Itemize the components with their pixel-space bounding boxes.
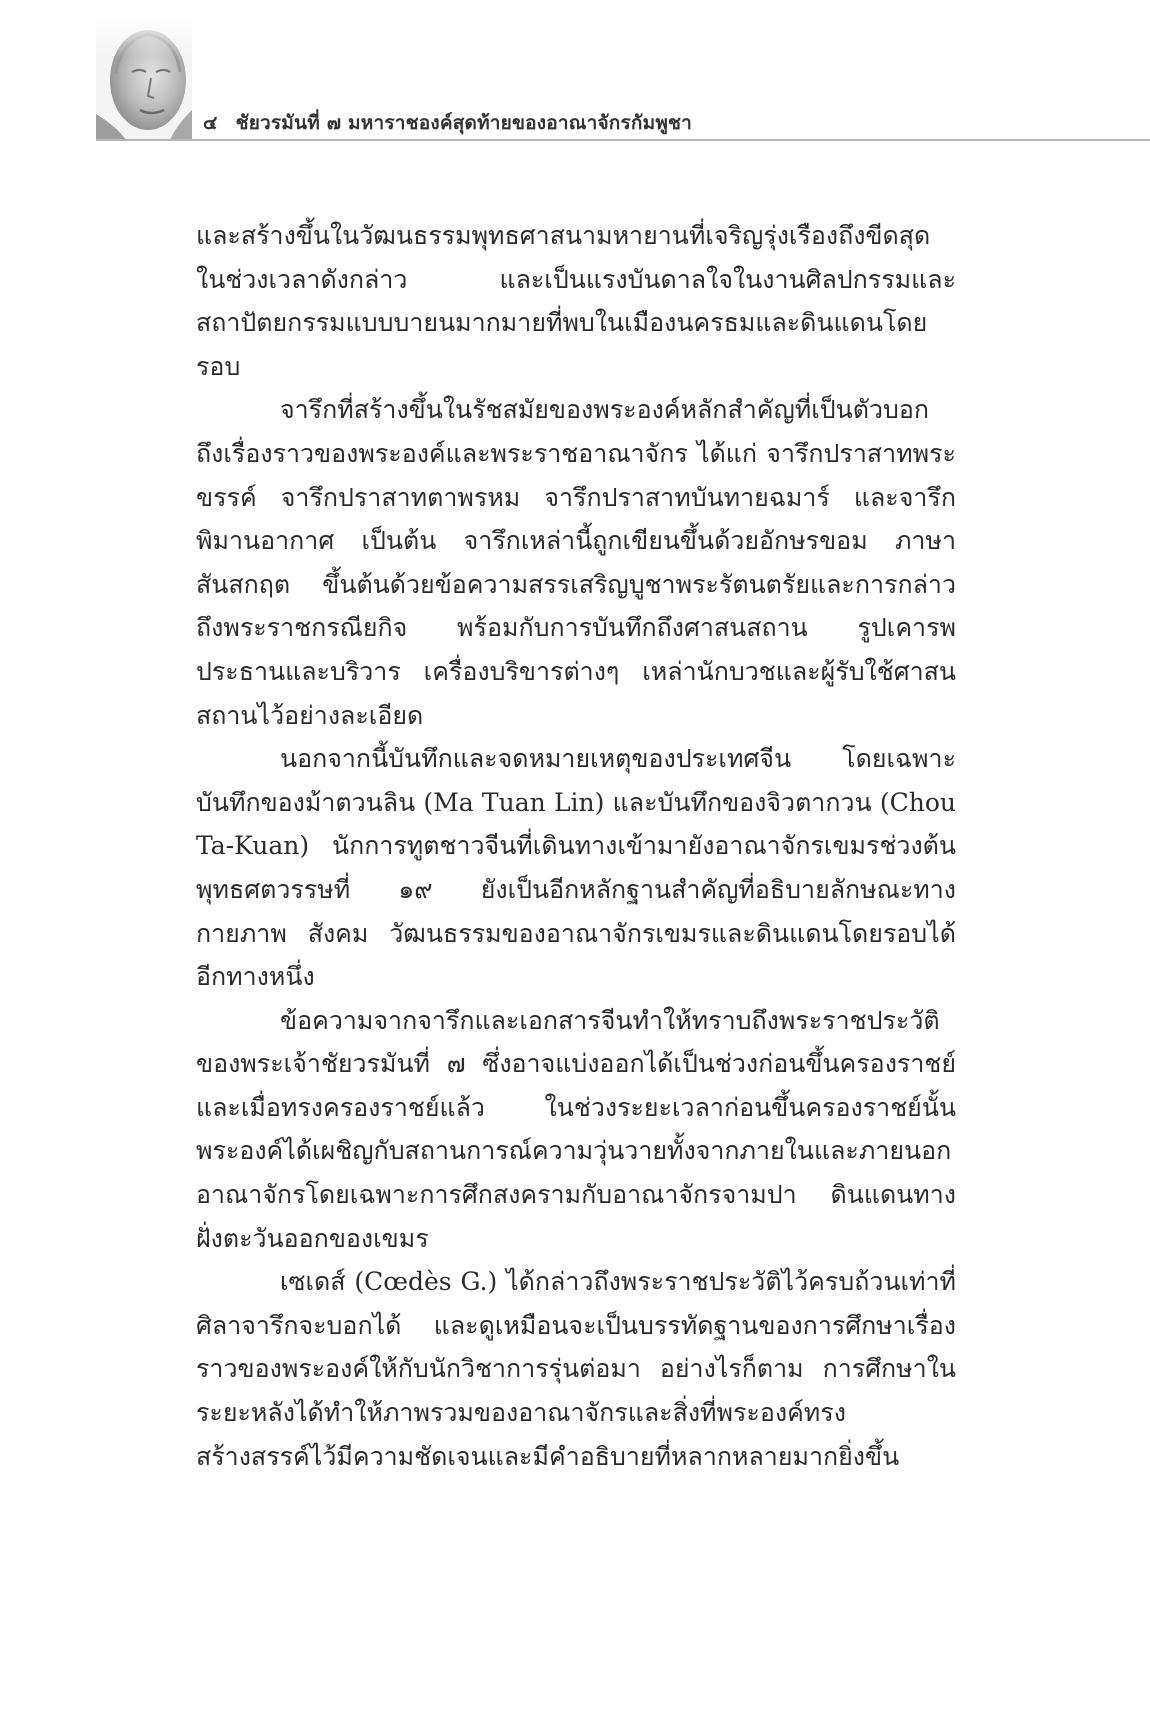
- paragraph: และสร้างขึ้นในวัฒนธรรมพุทธศาสนามหายานที่เจริญรุ่งเรืองถึงขีดสุดในช่วงเวลาดังกล่าว และเป็นแรงบันดาลใจในงานศิลปกรรมและสถาปัตยกรรมแบบบายนมากมายที่พบในเมืองนครธมและดินแดนโดยรอบ: [196, 221, 956, 381]
- body-text: [196, 214, 956, 1478]
- running-header: [203, 108, 692, 138]
- paragraph: ข้อความจากจารึกและเอกสารจีนทำให้ทราบถึงพระราชประวัติของพระเจ้าชัยวรมันที่ ๗ ซึ่งอาจแบ่งออกได้เป็นช่วงก่อนขึ้นครองราชย์และเมื่อทรงครองราชย์แล้ว ในช่วงระยะเวลาก่อนขึ้นครองราชย์นั้นพระองค์ได้เผชิญกับสถานการณ์ความวุ่นวายทั้งจากภายในและภายนอกอาณาจักรโดยเฉพาะการศึกสงครามกับอาณาจักรจามปา ดินแดนทางฝั่งตะวันออกของเขมร: [196, 1005, 956, 1253]
- jayavarman-vii-portrait-image: [96, 14, 192, 140]
- page-number: ๔: [203, 112, 218, 134]
- running-title: ชัยวรมันที่ ๗ มหาราชองค์สุดท้ายของอาณาจักรกัมพูชา: [235, 112, 693, 134]
- paragraph: เซเดส์ (Cœdès G.) ได้กล่าวถึงพระราชประวัติไว้ครบถ้วนเท่าที่ศิลาจารึกจะบอกได้ และดูเหมือนจะเป็นบรรทัดฐานของการศึกษาเรื่องราวของพระองค์ให้กับนักวิชาการรุ่นต่อมา อย่างไรก็ตาม การศึกษาในระยะหลังได้ทำให้ภาพรวมของอาณาจักรและสิ่งที่พระองค์ทรงสร้างสรรค์ไว้มีความชัดเจนและมีคำอธิบายที่หลากหลายมากยิ่งขึ้น: [196, 1267, 956, 1471]
- header-divider: [96, 139, 1150, 141]
- page-header: [0, 0, 1150, 145]
- paragraph: จารึกที่สร้างขึ้นในรัชสมัยของพระองค์หลักสำคัญที่เป็นตัวบอกถึงเรื่องราวของพระองค์และพระราชอาณาจักร ได้แก่ จารึกปราสาทพระขรรค์ จารึกปราสาทตาพรหม จารึกปราสาทบันทายฉมาร์ และจารึกพิมานอากาศ เป็นต้น จารึกเหล่านี้ถูกเขียนขึ้นด้วยอักษรขอม ภาษาสันสกฤต ขึ้นต้นด้วยข้อความสรรเสริญบูชาพระรัตนตรัยและการกล่าวถึงพระราชกรณียกิจ พร้อมกับการบันทึกถึงศาสนสถาน รูปเคารพประธานและบริวาร เครื่องบริขารต่างๆ เหล่านักบวชและผู้รับใช้ศาสนสถานไว้อย่างละเอียด: [196, 395, 956, 730]
- paragraph: นอกจากนี้บันทึกและจดหมายเหตุของประเทศจีน โดยเฉพาะบันทึกของม้าตวนลิน (Ma Tuan Lin) และบันทึกของจิวตากวน (Chou Ta-Kuan) นักการทูตชาวจีนที่เดินทางเข้ามายังอาณาจักรเขมรช่วงต้นพุทธศตวรรษที่ ๑๙ ยังเป็นอีกหลักฐานสำคัญที่อธิบายลักษณะทางกายภาพ สังคม วัฒนธรรมของอาณาจักรเขมรและดินแดนโดยรอบได้อีกทางหนึ่ง: [196, 744, 956, 992]
